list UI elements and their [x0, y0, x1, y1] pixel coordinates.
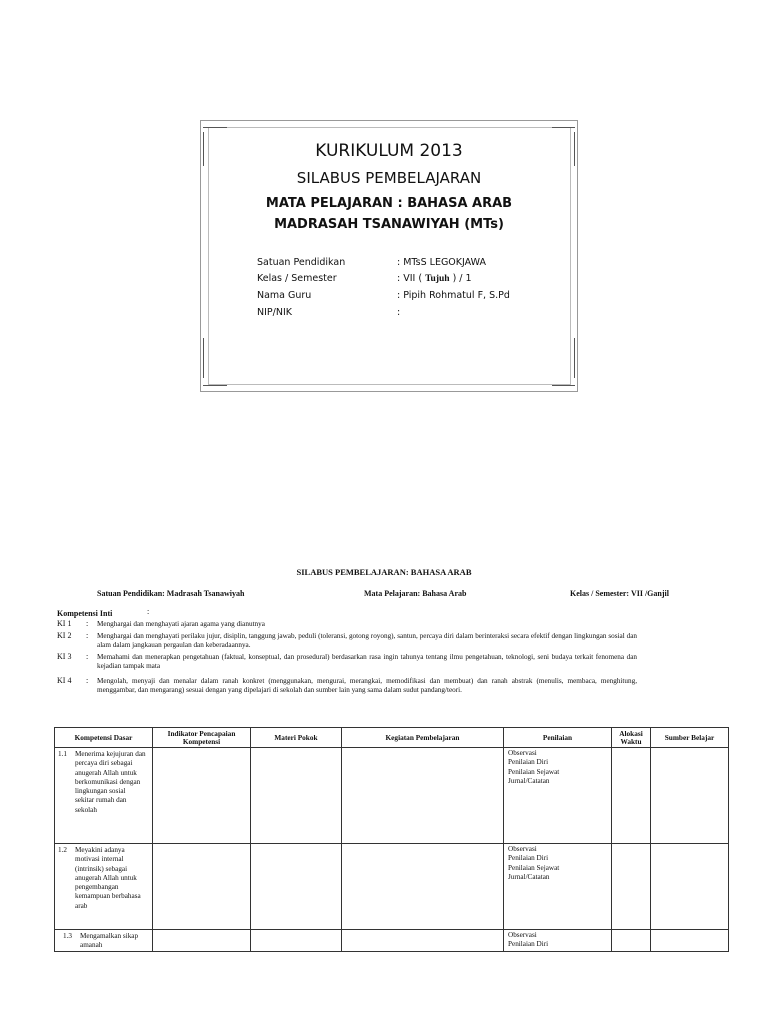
- cell-alokasi: [612, 748, 651, 844]
- penilaian-item: Penilaian Sejawat: [508, 767, 560, 776]
- cell-materi: [251, 844, 342, 930]
- cell-indikator: [153, 748, 251, 844]
- cell-kegiatan: [342, 844, 504, 930]
- cell-penilaian: [504, 748, 612, 844]
- cell-alokasi: [612, 844, 651, 930]
- table-header-row: [55, 728, 729, 748]
- ki-text: Mengolah, menyaji dan menalar dalam ranah konkret (menggunakan, mengurai, merangkai, memodifikasi dan membuat) dan ranah abstrak (menulis, membaca, menghitung, menggambar, dan mengarang) sesuai dengan yang dipelajari di sekolah dan sumber lain yang sama dalam sudut pandang/teori.: [97, 677, 637, 695]
- cell-materi: [251, 748, 342, 844]
- cell-sumber: [651, 930, 729, 952]
- cell-materi: [251, 930, 342, 952]
- info-label: Kelas / Semester: [257, 273, 337, 284]
- ki-text: Menghargai dan menghayati ajaran agama yang dianutnya: [97, 620, 265, 628]
- cell-kd: [55, 930, 153, 952]
- header-indikator: Indikator Pencapaian Kompetensi: [153, 728, 251, 748]
- penilaian-item: Observasi: [508, 931, 537, 939]
- ki-colon: :: [86, 676, 89, 685]
- penilaian-item: Observasi: [508, 749, 537, 757]
- ki-code: KI 4: [57, 676, 72, 685]
- penilaian-item: Jurnal/Catatan: [508, 872, 550, 881]
- cell-alokasi: [612, 930, 651, 952]
- cell-kd: [55, 844, 153, 930]
- table-row: [55, 844, 729, 930]
- satuan-pendidikan: Satuan Pendidikan: Madrasah Tsanawiyah: [97, 589, 245, 598]
- kd-number: 1.2: [58, 846, 67, 854]
- info-value: :: [397, 307, 401, 318]
- corner-mark: [203, 385, 227, 386]
- cover-school: MADRASAH TSANAWIYAH (MTs): [274, 217, 504, 232]
- kd-text: Mengamalkan sikap amanah: [80, 932, 139, 950]
- ki-code: KI 2: [57, 631, 72, 640]
- ki-colon: :: [86, 652, 89, 661]
- header-materi-pokok: Materi Pokok: [251, 728, 342, 748]
- table-row: [55, 930, 729, 952]
- cell-kd: [55, 748, 153, 844]
- kd-text: Meyakini adanya motivasi internal (intrinsik) sebagai anugerah Allah untuk pengembangan kemampuan berbahasa arab: [75, 846, 141, 910]
- ki-text: Memahami dan menerapkan pengetahuan (faktual, konseptual, dan prosedural) berdasarkan rasa ingin tahunya tentang ilmu pengetahuan, teknologi, seni budaya terkait fenomena dan kejadian tampak mata: [97, 653, 637, 671]
- syllabus-table: [54, 727, 729, 952]
- cover-subtitle: SILABUS PEMBELAJARAN: [296, 169, 482, 187]
- cover-title: KURIKULUM 2013: [315, 141, 463, 161]
- header-kompetensi-dasar: Kompetensi Dasar: [55, 728, 153, 748]
- kd-text: Menerima kejujuran dan percaya diri sebagai anugerah Allah untuk berkomunikasi dengan lingkungan sosial sekitar rumah dan sekolah: [75, 750, 146, 814]
- corner-mark: [574, 338, 575, 378]
- header-penilaian: Penilaian: [504, 728, 612, 748]
- info-label: NIP/NIK: [257, 307, 292, 318]
- info-label: Satuan Pendidikan: [257, 257, 346, 268]
- cell-penilaian: [504, 844, 612, 930]
- ki-code: KI 1: [57, 619, 72, 628]
- syllabus-title: SILABUS PEMBELAJARAN: BAHASA ARAB: [296, 567, 472, 577]
- corner-mark: [552, 127, 575, 128]
- penilaian-item: Penilaian Diri: [508, 940, 549, 949]
- info-value: : Pipih Rohmatul F, S.Pd: [397, 290, 510, 301]
- ki-heading-colon: :: [147, 607, 150, 616]
- header-alokasi-waktu: Alokasi Waktu: [612, 728, 651, 748]
- cell-kegiatan: [342, 930, 504, 952]
- cell-indikator: [153, 930, 251, 952]
- info-label: Nama Guru: [257, 290, 312, 301]
- cover-subject: MATA PELAJARAN : BAHASA ARAB: [265, 196, 513, 211]
- cover-frame-inner: [208, 127, 571, 385]
- kd-number: 1.1: [58, 750, 67, 758]
- cell-sumber: [651, 748, 729, 844]
- header-sumber-belajar: Sumber Belajar: [651, 728, 729, 748]
- corner-mark: [203, 127, 227, 128]
- ki-heading: Kompetensi Inti: [57, 609, 113, 618]
- cell-sumber: [651, 844, 729, 930]
- info-value: : MTsS LEGOKJAWA: [397, 257, 486, 268]
- corner-mark: [203, 338, 204, 378]
- info-value: : VII ( Tujuh ) / 1: [397, 273, 472, 284]
- ki-colon: :: [86, 631, 89, 640]
- cell-penilaian: [504, 930, 612, 952]
- table-row: [55, 748, 729, 844]
- kelas-semester: Kelas / Semester: VII /Ganjil: [570, 589, 669, 598]
- header-kegiatan: Kegiatan Pembelajaran: [342, 728, 504, 748]
- mata-pelajaran: Mata Pelajaran: Bahasa Arab: [364, 589, 467, 598]
- corner-mark: [552, 385, 575, 386]
- cell-kegiatan: [342, 748, 504, 844]
- kd-number: 1.3: [63, 932, 72, 940]
- penilaian-item: Observasi: [508, 845, 537, 853]
- ki-colon: :: [86, 619, 89, 628]
- penilaian-item: Jurnal/Catatan: [508, 776, 550, 785]
- ki-text: Menghargai dan menghayati perilaku jujur, disiplin, tanggung jawab, peduli (toleransi, gotong royong), santun, percaya diri dalam berinteraksi secara efektif dengan lingkungan sosial dan alam dalam jangkauan pergaulan dan keberadaannya.: [97, 632, 637, 650]
- penilaian-item: Penilaian Diri: [508, 854, 549, 863]
- penilaian-item: Penilaian Sejawat: [508, 863, 560, 872]
- ki-code: KI 3: [57, 652, 72, 661]
- penilaian-item: Penilaian Diri: [508, 758, 549, 767]
- cell-indikator: [153, 844, 251, 930]
